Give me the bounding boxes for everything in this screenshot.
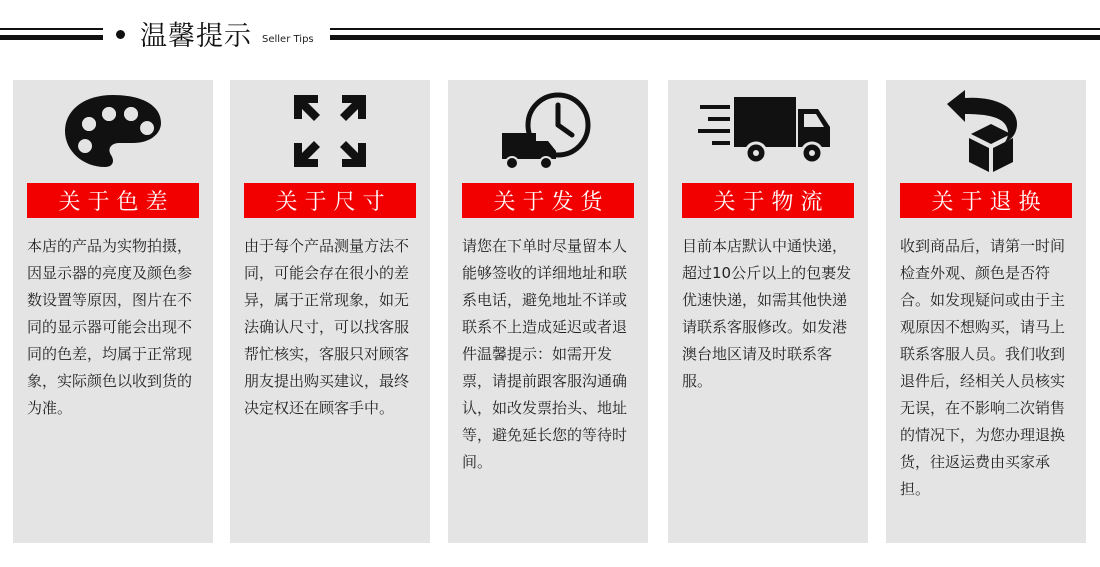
card-label: 关于色差 [27, 183, 199, 218]
card-color-difference [13, 80, 213, 543]
header [0, 0, 1100, 70]
card-logistics [668, 80, 868, 543]
fast-truck-icon [698, 95, 838, 171]
card-label: 关于发货 [462, 183, 634, 218]
card-description: 请您在下单时尽量留本人能够签收的详细地址和联系电话，避免地址不详或联系不上造成延迟或者退件温馨提示：如需开发票，请提前跟客服沟通确认，如改发票抬头、地址等，避免延长您的等待时间。 [462, 237, 628, 471]
card-shipping [448, 80, 648, 543]
card-label: 关于退换 [900, 183, 1072, 218]
card-label: 关于物流 [682, 183, 854, 218]
page-title: 温馨提示 [140, 21, 252, 52]
card-description: 目前本店默认中通快递，超过10公斤以上的包裹发优速快递，如需其他快递请联系客服修改。如发港澳台地区请及时联系客服。 [682, 237, 852, 390]
card-description: 本店的产品为实物拍摄，因显示器的亮度及颜色参数设置等原因，图片在不同的显示器可能会出现不同的色差，均属于正常现象，实际颜色以收到货的为准。 [27, 237, 193, 417]
card-description: 收到商品后，请第一时间检查外观、颜色是否符合。如发现疑问或由于主观原因不想购买，请马上联系客服人员。我们收到退件后，经相关人员核实无误，在不影响二次销售的情况下，为您办理退换货，往返运费由买家承担。 [900, 237, 1066, 498]
expand-arrows-icon [292, 93, 368, 173]
card-label: 关于尺寸 [244, 183, 416, 218]
bullet-dot-icon [116, 30, 125, 39]
card-size [230, 80, 430, 543]
card-returns [886, 80, 1086, 543]
header-rule-left [0, 28, 103, 40]
return-box-icon [941, 86, 1031, 180]
card-description: 由于每个产品测量方法不同，可能会存在很小的差异，属于正常现象，如无法确认尺寸，可以找客服帮忙核实，客服只对顾客朋友提出购买建议，最终决定权还在顾客手中。 [244, 237, 410, 417]
page-subtitle: Seller Tips [262, 34, 314, 45]
header-rule-right [330, 28, 1100, 40]
clock-truck-icon [498, 89, 598, 177]
palette-icon [63, 91, 163, 175]
